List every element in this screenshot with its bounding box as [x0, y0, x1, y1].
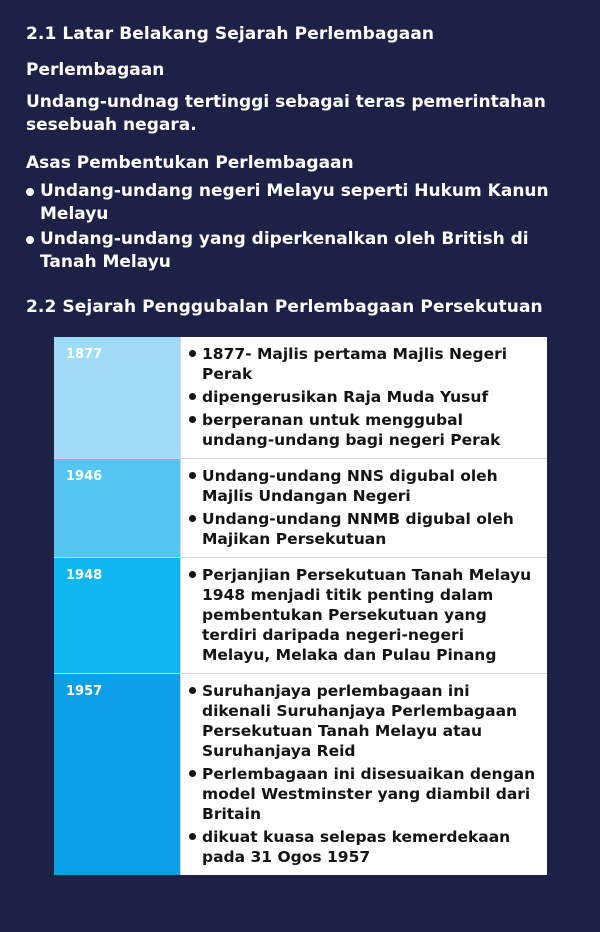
basis-item-text: Undang-undang negeri Melayu seperti Hukum Kanun Melayu	[40, 181, 549, 224]
event-text: Undang-undang NNS digubal oleh Majlis Undangan Negeri	[202, 467, 498, 505]
timeline-events	[180, 459, 547, 557]
event-text: Perjanjian Persekutuan Tanah Melayu 1948 menjadi titik penting dalam pembentukan Persekutuan yang terdiri daripada negeri-negeri Melayu, Melaka dan Pulau Pinang	[202, 566, 532, 664]
event-text: 1877- Majlis pertama Majlis Negeri Perak	[202, 345, 508, 383]
timeline-event	[189, 681, 537, 761]
basis-item-text: Undang-undang yang diperkenalkan oleh British di Tanah Melayu	[40, 229, 529, 272]
section-heading-2-1: 2.1 Latar Belakang Sejarah Perlembagaan	[26, 24, 435, 44]
timeline-event	[189, 344, 537, 384]
event-text: Perlembagaan ini disesuaikan dengan model Westminster yang diambil dari Britain	[202, 765, 536, 823]
timeline-event	[189, 387, 537, 407]
timeline-year: 1877	[54, 337, 180, 458]
event-text: Suruhanjaya perlembagaan ini dikenali Suruhanjaya Perlembagaan Persekutuan Tanah Melayu atau Suruhanjaya Reid	[202, 682, 518, 760]
timeline-event	[189, 827, 537, 867]
timeline-row	[54, 674, 547, 875]
timeline-row	[54, 459, 547, 558]
bullet-icon	[189, 472, 196, 479]
timeline-table	[54, 337, 547, 875]
bullet-icon	[189, 571, 196, 578]
bullet-icon	[189, 416, 196, 423]
timeline-events	[180, 558, 547, 673]
basis-heading: Asas Pembentukan Perlembagaan	[26, 153, 354, 173]
timeline-year: 1948	[54, 558, 180, 673]
event-text: dikuat kuasa selepas kemerdekaan pada 31 Ogos 1957	[202, 828, 511, 866]
term-heading: Perlembagaan	[26, 60, 165, 80]
term-definition: Undang-undnag tertinggi sebagai teras pemerintahan sesebuah negara.	[26, 92, 546, 135]
bullet-icon	[189, 687, 196, 694]
timeline-row	[54, 337, 547, 459]
timeline-row	[54, 558, 547, 674]
section-heading-2-2: 2.2 Sejarah Penggubalan Perlembagaan Persekutuan	[26, 297, 543, 317]
bullet-icon	[26, 236, 34, 244]
event-text: dipengerusikan Raja Muda Yusuf	[202, 388, 489, 406]
event-text: Undang-undang NNMB digubal oleh Majikan Persekutuan	[202, 510, 514, 548]
timeline-event	[189, 466, 537, 506]
timeline-year: 1946	[54, 459, 180, 557]
bullet-icon	[26, 188, 34, 196]
timeline-events	[180, 337, 547, 458]
bullet-icon	[189, 515, 196, 522]
timeline-event	[189, 509, 537, 549]
basis-item	[26, 180, 586, 226]
timeline-year: 1957	[54, 674, 180, 875]
timeline-event	[189, 410, 537, 450]
basis-item	[26, 228, 586, 274]
bullet-icon	[189, 770, 196, 777]
bullet-icon	[189, 833, 196, 840]
bullet-icon	[189, 393, 196, 400]
event-text: berperanan untuk menggubal undang-undang bagi negeri Perak	[202, 411, 501, 449]
timeline-events	[180, 674, 547, 875]
basis-list	[26, 180, 586, 276]
bullet-icon	[189, 350, 196, 357]
timeline-event	[189, 764, 537, 824]
timeline-event	[189, 565, 537, 665]
